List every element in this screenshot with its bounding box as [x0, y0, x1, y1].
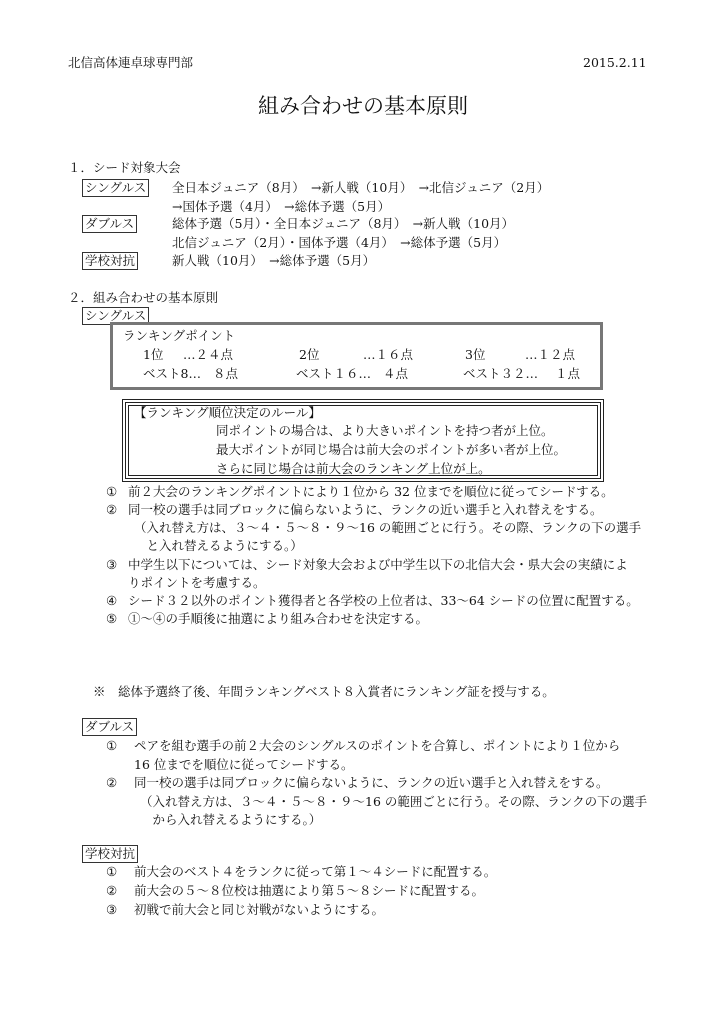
document-date: 2015.2.11 [583, 55, 647, 70]
team-item-3-num: ③ [106, 902, 118, 917]
team-item-1-num: ① [106, 864, 118, 879]
singles-item-4-num: ④ [106, 593, 118, 608]
team-item-1: 前大会のベスト４をランクに従って第１～４シードに配置する。 [134, 864, 497, 879]
singles-events-line1: 全日本ジュニア（8月） →新人戦（10月） →北信ジュニア（2月） [172, 180, 550, 195]
doubles-item-1-num: ① [106, 738, 118, 753]
label-team-rules: 学校対抗 [82, 845, 138, 863]
singles-item-1-num: ① [106, 484, 118, 499]
best8: ベスト8… [143, 366, 201, 381]
ranking-certificate-note: ※ 総体予選終了後、年間ランキングベスト８入賞者にランキング証を授与する。 [93, 684, 555, 699]
singles-item-2-note-line1: （入れ替え方は、３～４・５～８・９～16 の範囲ごとに行う。その際、ランクの下の選手 [134, 520, 642, 535]
section1-heading: １．シード対象大会 [68, 160, 181, 175]
best32-points: １点 [555, 366, 581, 381]
doubles-item-2-note-line1: （入れ替え方は、３～４・５～８・９～16 の範囲ごとに行う。その際、ランクの下の選手 [140, 794, 648, 809]
rank-3-points: …１２点 [525, 347, 576, 362]
singles-item-3-line1: 中学生以下については、シード対象大会および中学生以下の北信大会・県大会の実績によ [128, 557, 628, 572]
rank-1: 1位 [143, 347, 164, 362]
rank-1-points: …２４点 [183, 347, 234, 362]
ranking-points-title: ランキングポイント [123, 328, 236, 343]
rule-line-1: 同ポイントの場合は、より大きいポイントを持つ者が上位。 [216, 423, 554, 438]
label-team: 学校対抗 [82, 252, 138, 270]
best32: ベスト３２… [463, 366, 539, 381]
page-title: 組み合わせの基本原則 [258, 94, 468, 118]
singles-events-line2: →国体予選（4月） →総体予選（5月） [172, 199, 391, 214]
best8-points: ８点 [213, 366, 239, 381]
singles-item-3-line2: りポイントを考慮する。 [128, 575, 266, 590]
team-events-line1: 新人戦（10月） →総体予選（5月） [172, 253, 376, 268]
label-doubles: ダブルス [82, 215, 137, 233]
team-item-3: 初戦で前大会と同じ対戦がないようにする。 [134, 902, 385, 917]
team-item-2: 前大会の５～８位校は抽選により第５～８シードに配置する。 [134, 883, 485, 898]
singles-item-3-num: ③ [106, 557, 118, 572]
doubles-item-2-note-line2: から入れ替えるようにする。） [140, 812, 322, 827]
singles-item-4: シード３２以外のポイント獲得者と各学校の上位者は、33～64 シードの位置に配置する。 [128, 593, 639, 608]
singles-item-5: ①～④の手順後に抽選により組み合わせを決定する。 [128, 611, 429, 626]
best16-points: ４点 [383, 366, 409, 381]
ranking-points-box [110, 322, 603, 390]
rules-title: 【ランキング順位決定のルール】 [134, 405, 321, 420]
organization-name: 北信高体連卓球専門部 [68, 55, 194, 70]
doubles-item-1-line1: ペアを組む選手の前２大会のシングルスのポイントを合算し、ポイントにより１位から [134, 738, 621, 753]
doubles-item-2-num: ② [106, 775, 118, 790]
label-doubles-rules: ダブルス [82, 718, 137, 736]
label-singles: シングルス [82, 179, 149, 197]
rank-3: 3位 [465, 347, 486, 362]
section2-heading: ２．組み合わせの基本原則 [68, 290, 219, 305]
singles-item-1: 前２大会のランキングポイントにより１位から 32 位までを順位に従ってシードする。 [128, 484, 614, 499]
singles-item-2: 同一校の選手は同ブロックに偏らないように、ランクの近い選手と入れ替えをする。 [128, 502, 603, 517]
singles-item-5-num: ⑤ [106, 611, 118, 626]
rule-line-3: さらに同じ場合は前大会のランキング上位が上。 [216, 461, 491, 476]
rule-line-2: 最大ポイントが同じ場合は前大会のポイントが多い者が上位。 [216, 442, 567, 457]
doubles-item-1-line2: 16 位までを順位に従ってシードする。 [134, 757, 354, 772]
doubles-events-line1: 総体予選（5月）・全日本ジュニア（8月） →新人戦（10月） [172, 216, 515, 231]
doubles-item-2: 同一校の選手は同ブロックに偏らないように、ランクの近い選手と入れ替えをする。 [134, 775, 609, 790]
label-singles-rules: シングルス [82, 307, 149, 325]
singles-item-2-num: ② [106, 502, 118, 517]
rank-2-points: …１６点 [363, 347, 414, 362]
best16: ベスト１６… [296, 366, 372, 381]
ranking-rules-box [122, 399, 604, 482]
singles-item-2-note-line2: と入れ替えるようにする。） [134, 538, 303, 553]
rank-2: 2位 [299, 347, 320, 362]
team-item-2-num: ② [106, 883, 118, 898]
doubles-events-line2: 北信ジュニア（2月）・国体予選（4月） →総体予選（5月） [172, 235, 507, 250]
